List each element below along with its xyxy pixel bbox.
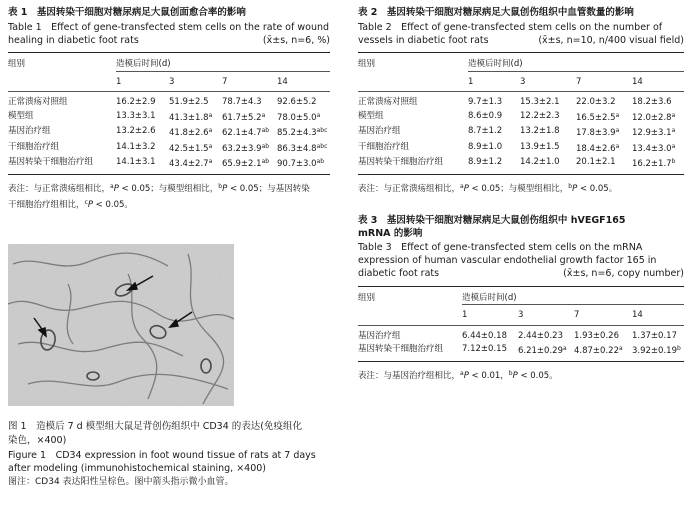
right-column: [358, 0, 684, 383]
table1-header-row: [8, 53, 330, 72]
table1-group-cell: 基因转染干细胞治疗组: [8, 157, 94, 167]
table1-significance-mark: a: [208, 158, 213, 165]
table1-title-en: [8, 21, 330, 47]
table1-significance-mark: ab: [316, 158, 325, 165]
table2: [358, 52, 684, 175]
table2-value: 8.9±1.0: [468, 141, 503, 152]
table2-value-cell: [468, 92, 520, 109]
left-column: [8, 0, 330, 212]
table1-value: 14.1±3.2: [116, 141, 156, 152]
table2-value-cell: [576, 92, 632, 109]
table2-value: 9.7±1.3: [468, 97, 503, 107]
table1-note: [8, 180, 330, 212]
figure1-note: 图注：CD34 表达阳性呈棕色。图中箭头指示微小血管。: [8, 477, 234, 487]
table2-day-14: 14: [632, 71, 684, 92]
table2-days-row: [358, 71, 684, 92]
table1-value: 63.2±3.9: [222, 143, 262, 154]
table1-value-cell: [222, 109, 277, 125]
table1-title-en-line2: healing in diabetic foot rats: [8, 35, 139, 46]
table3-time-header: 造模后时间(d): [462, 292, 517, 303]
table3-value: 4.87±0.22: [574, 346, 619, 356]
table1-value: 86.3±4.8: [277, 143, 317, 154]
table2-significance-mark: b: [671, 158, 676, 165]
table2-group-cell: 正常溃疡对照组: [358, 97, 418, 107]
table1-value: 90.7±3.0: [277, 159, 317, 169]
figure1-caption-en-line1: Figure 1 CD34 expression in foot wound tissue of rats at 7 days: [8, 450, 316, 461]
table1-value: 78.0±5.0: [277, 112, 317, 123]
table2-value-cell: [632, 140, 684, 156]
table3-value-cell: [518, 325, 574, 342]
cd34-micrograph: [8, 244, 234, 406]
table1-value: 65.9±2.1: [222, 159, 262, 169]
table3-value: 2.44±0.23: [518, 330, 563, 341]
table3-value-cell: [574, 325, 632, 342]
table3-value-cell: [462, 342, 518, 361]
table2-row: [358, 155, 684, 174]
table2-group-cell: 模型组: [358, 110, 384, 121]
table1-significance-mark: a: [208, 111, 213, 119]
table3-value-cell: [632, 342, 684, 361]
table1-row: [8, 109, 330, 125]
table2-value-cell: [576, 155, 632, 174]
table2-row: [358, 109, 684, 125]
table1-title-en-line1: Table 1 Effect of gene-transfected stem cells on the rate of wound: [8, 22, 330, 33]
table2-value: 8.6±0.9: [468, 110, 503, 121]
table2-header-row: [358, 53, 684, 72]
table2-value-cell: [520, 140, 576, 156]
table1-value: 14.1±3.1: [116, 157, 156, 167]
table3-stats: (x̄±s, n=6, copy number): [563, 267, 684, 279]
table1-significance-mark: a: [208, 127, 213, 134]
micrograph-image: [8, 244, 234, 406]
table1-value: 16.2±2.9: [116, 97, 156, 107]
table3-row: [358, 342, 684, 361]
table1-value-cell: [116, 140, 169, 156]
table3-group-cell: 基因治疗组: [358, 330, 401, 341]
table2-value-cell: [576, 140, 632, 156]
table2-value: 8.7±1.2: [468, 126, 503, 136]
table1-value-cell: [169, 140, 222, 156]
table2-stats: (x̄±s, n=10, n/400 visual field): [538, 35, 684, 46]
table1-significance-mark: abc: [316, 127, 328, 134]
table3: [358, 286, 684, 362]
table2-note: 表注：与正常溃疡组相比，$^a$P < 0.05；与模型组相比，$^b$P < 0.05。: [358, 182, 618, 194]
table3-significance-mark: a: [562, 345, 567, 352]
table1-title-cn: 表 1 基因转染干细胞对糖尿病足大鼠创面愈合率的影响: [8, 7, 246, 18]
table3-day-1: 1: [462, 305, 518, 326]
table2-day-3: 3: [520, 71, 576, 92]
table1-value: 85.2±4.3: [277, 128, 317, 138]
table1-day-3: 3: [169, 71, 222, 92]
table1-significance-mark: ab: [261, 158, 270, 165]
table2-value: 16.2±1.7: [632, 159, 672, 169]
table2-significance-mark: a: [615, 142, 620, 150]
table1-group-cell: 模型组: [8, 110, 34, 121]
table2-value-cell: [632, 109, 684, 125]
table2-group-cell: 基因转染干细胞治疗组: [358, 157, 444, 167]
table2-value-cell: [468, 109, 520, 125]
table2-value: 13.4±3.0: [632, 143, 672, 154]
table1-value-cell: [116, 92, 169, 109]
table1-row: [8, 124, 330, 140]
table1-value-cell: [169, 109, 222, 125]
table3-header-row: [358, 286, 684, 305]
table1-value: 61.7±5.2: [222, 112, 262, 123]
table2-value: 12.9±3.1: [632, 128, 672, 138]
table3-significance-mark: b: [676, 345, 681, 352]
table2-value: 20.1±2.1: [576, 157, 616, 167]
table3-title-cn-line2: mRNA 的影响: [358, 227, 423, 239]
table1-group-cell: 干细胞治疗组: [8, 141, 60, 152]
table1-value-cell: [116, 124, 169, 140]
table1-row: [8, 155, 330, 174]
table1-row: [8, 140, 330, 156]
table3-value: 1.93±0.26: [574, 330, 619, 341]
table1-value: 13.3±3.1: [116, 110, 156, 121]
table1-significance-mark: a: [208, 142, 213, 150]
table1-group-cell: 基因治疗组: [8, 126, 51, 136]
table2-value: 16.5±2.5: [576, 112, 616, 123]
table3-title-en-line2: expression of human vascular endothelial growth factor 165 in: [358, 254, 657, 266]
figure1-caption: [8, 420, 338, 489]
table3-days-row: [358, 305, 684, 326]
table1-group-header: 组别: [8, 59, 26, 69]
table2-value-cell: [468, 155, 520, 174]
table1-value: 62.1±4.7: [222, 128, 262, 138]
table3-value: 6.21±0.29: [518, 346, 563, 356]
table2-value-cell: [468, 140, 520, 156]
table2-value-cell: [632, 155, 684, 174]
table2-row: [358, 124, 684, 140]
table1-value-cell: [277, 140, 330, 156]
table1-value: 78.7±4.3: [222, 97, 262, 107]
table2-significance-mark: a: [671, 111, 676, 119]
table2-value: 22.0±3.2: [576, 97, 616, 107]
table3-day-14: 14: [632, 305, 684, 326]
table1-significance-mark: ab: [261, 142, 270, 150]
table2-group-cell: 干细胞治疗组: [358, 141, 410, 152]
table1-note-line1: 表注：与正常溃疡组相比，$^a$P < 0.05；与模型组相比，$^b$P < 0.05；与基因转染: [8, 182, 310, 194]
table3-value: 3.92±0.19: [632, 346, 677, 356]
table2-value-cell: [520, 92, 576, 109]
table2-value: 17.8±3.9: [576, 128, 616, 138]
table3-group-cell: 基因转染干细胞治疗组: [358, 344, 444, 354]
table1-value: 51.9±2.5: [169, 97, 209, 107]
table2-significance-mark: a: [671, 127, 676, 134]
table1-significance-mark: a: [316, 111, 321, 119]
table2-group-header: 组别: [358, 59, 376, 69]
table3-caption: [358, 214, 684, 280]
table1-significance-mark: abc: [316, 142, 328, 150]
table1-value-cell: [222, 124, 277, 140]
table2-value: 18.4±2.6: [576, 143, 616, 154]
figure1-caption-cn-line1: 图 1 造模后 7 d 模型组大鼠足背创伤组织中 CD34 的表达(免疫组化: [8, 421, 302, 432]
table2-value: 12.2±2.3: [520, 110, 560, 121]
table1-value: 43.4±2.7: [169, 159, 209, 169]
table2-group-cell: 基因治疗组: [358, 126, 401, 136]
table2-title-en-line2: vessels in diabetic foot rats: [358, 35, 489, 46]
table1-stats: (x̄±s, n=6, %): [262, 35, 330, 46]
table2-value-cell: [468, 124, 520, 140]
table2-row: [358, 92, 684, 109]
table2-value-cell: [520, 124, 576, 140]
table3-value: 6.44±0.18: [462, 330, 507, 341]
table2-value-cell: [576, 124, 632, 140]
table1-value: 41.3±1.8: [169, 112, 209, 123]
table2-title-en-line1: Table 2 Effect of gene-transfected stem cells on the number of: [358, 22, 663, 33]
table2-significance-mark: a: [671, 142, 676, 150]
table2-value-cell: [632, 92, 684, 109]
table1-value-cell: [116, 109, 169, 125]
table3-value: 7.12±0.15: [462, 344, 507, 354]
table1-significance-mark: ab: [261, 127, 270, 134]
table2-value: 13.2±1.8: [520, 126, 560, 136]
table1-caption: [8, 0, 330, 47]
table1-day-1: 1: [116, 71, 169, 92]
table1-value-cell: [169, 92, 222, 109]
table1-value-cell: [277, 92, 330, 109]
table1-note-line2: 干细胞治疗组相比，$^c$P < 0.05。: [8, 198, 133, 210]
table1-value: 41.8±2.6: [169, 128, 209, 138]
table2-value: 12.0±2.8: [632, 112, 672, 123]
table1-value-cell: [116, 155, 169, 174]
table1-value: 42.5±1.5: [169, 143, 209, 154]
table2-value-cell: [520, 109, 576, 125]
table2-value-cell: [520, 155, 576, 174]
table3-day-7: 7: [574, 305, 632, 326]
table3-value-cell: [632, 325, 684, 342]
table2-value: 14.2±1.0: [520, 157, 560, 167]
table3-title-cn-line1: 表 3 基因转染干细胞对糖尿病足大鼠创伤组织中 hVEGF165: [358, 214, 626, 226]
table2-time-header: 造模后时间(d): [468, 59, 523, 69]
table1-day-7: 7: [222, 71, 277, 92]
table2-value: 8.9±1.2: [468, 157, 503, 167]
table1-value-cell: [169, 155, 222, 174]
table1-time-header: 造模后时间(d): [116, 59, 171, 69]
table1-value-cell: [277, 109, 330, 125]
table2-row: [358, 140, 684, 156]
table3-value: 1.37±0.17: [632, 330, 677, 341]
table3-value-cell: [518, 342, 574, 361]
table2-value: 18.2±3.6: [632, 97, 672, 107]
table1-value-cell: [222, 140, 277, 156]
table2-caption: [358, 0, 684, 47]
table2-value: 15.3±2.1: [520, 97, 560, 107]
table3-row: [358, 325, 684, 342]
table1-value-cell: [277, 155, 330, 174]
table1-value: 13.2±2.6: [116, 126, 156, 136]
table1-day-14: 14: [277, 71, 330, 92]
figure1-caption-en-line2: after modeling (immunohistochemical staining, ×400): [8, 463, 267, 474]
figure1-caption-cn-line2: 染色，×400): [8, 435, 67, 446]
table1-group-cell: 正常溃疡对照组: [8, 97, 68, 107]
table2-day-1: 1: [468, 71, 520, 92]
table2-title-cn: 表 2 基因转染干细胞对糖尿病足大鼠创伤组织中血管数量的影响: [358, 7, 634, 18]
table3-title-en-line3: diabetic foot rats: [358, 267, 440, 279]
table2-significance-mark: a: [615, 111, 620, 119]
table3-title-en-line1: Table 3 Effect of gene-transfected stem cells on the mRNA: [358, 241, 643, 253]
table3-day-3: 3: [518, 305, 574, 326]
table1-value-cell: [277, 124, 330, 140]
table3-value-cell: [462, 325, 518, 342]
table3-significance-mark: a: [618, 345, 623, 352]
table2-day-7: 7: [576, 71, 632, 92]
table3-group-header: 组别: [358, 292, 376, 303]
table1-value: 92.6±5.2: [277, 97, 317, 107]
table2-significance-mark: a: [615, 127, 620, 134]
table3-value-cell: [574, 342, 632, 361]
table2-value: 13.9±1.5: [520, 141, 560, 152]
table1-value-cell: [222, 155, 277, 174]
table2-value-cell: [576, 109, 632, 125]
table1-days-row: [8, 71, 330, 92]
table1-significance-mark: a: [261, 111, 266, 119]
table3-note: 表注：与基因治疗组相比，$^a$P < 0.01，$^b$P < 0.05。: [358, 369, 558, 381]
table2-value-cell: [632, 124, 684, 140]
table1: [8, 52, 330, 175]
table1-value-cell: [222, 92, 277, 109]
table1-value-cell: [169, 124, 222, 140]
table1-row: [8, 92, 330, 109]
